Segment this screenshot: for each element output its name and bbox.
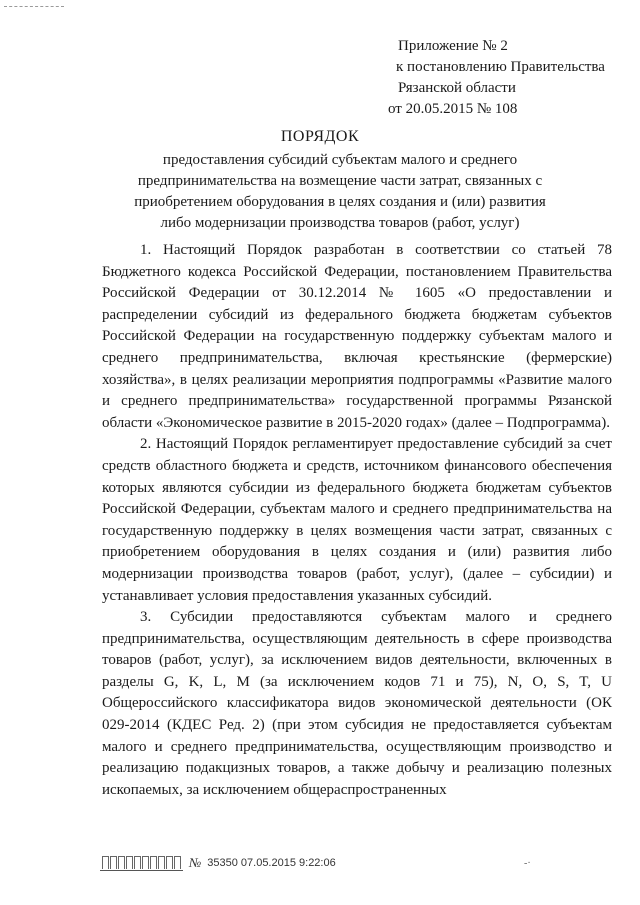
scan-edge-mark: [4, 6, 64, 9]
appendix-region: Рязанской области: [398, 80, 516, 96]
appendix-header: [388, 36, 628, 120]
doc-registration-info: 35350 07.05.2015 9:22:06: [207, 857, 336, 869]
document-subtitle: предоставления субсидий субъектам малого и среднего предпринимательства на возмещение части затрат, связанных с приобретением оборудования в целях создания и (или) развития либо модернизации производства товаров (работ, услуг): [134, 152, 546, 231]
appendix-number: Приложение № 2: [398, 38, 508, 54]
paragraph-1: 1. Настоящий Порядок разработан в соответствии со статьей 78 Бюджетного кодекса Российской Федерации, постановлением Правительства Российской Федерации от 30.12.2014 № 1605 «О предоставлении и распределении субсидий из федерального бюджета бюджетам субъектов Российской Федерации на государственную поддержку субъектам малого и среднего предпринимательства, включая крестьянские (фермерские) хозяйства», в целях реализации мероприятия подпрограммы «Развитие малого и среднего предпринимательства» государственной программы Рязанской области «Экономическое развитие в 2015-2020 годах» (далее – Подпрограмма).: [102, 242, 612, 431]
registration-footer: [100, 852, 336, 874]
government-stamp-icon: [100, 855, 183, 871]
scan-dash-mark: -·: [524, 858, 531, 869]
appendix-decree: к постановлению Правительства: [396, 59, 605, 75]
document-body: [102, 240, 612, 801]
doc-number-mark: №: [189, 855, 202, 870]
paragraph-3: 3. Субсидии предоставляются субъектам малого и среднего предпринимательства, осуществляющим деятельность в сфере производства товаров (работ, услуг), за исключением видов деятельности, включенных в разделы G, K, L, M (за исключением кодов 71 и 75), N, O, S, T, U Общероссийского классификатора видов экономической деятельности (ОК 029-2014 (КДЕС Ред. 2) (при этом субсидия не предоставляется субъектам малого и среднего предпринимательства, осуществляющим производство и реализацию подакцизных товаров, а также добычу и реализацию полезных ископаемых, за исключением общераспространенных: [102, 609, 612, 798]
document-title: ПОРЯДОК: [280, 128, 360, 145]
paragraph-2: 2. Настоящий Порядок регламентирует предоставление субсидий за счет средств областного бюджета и средств, источником финансового обеспечения которых являются субсидии из федерального бюджета бюджетам субъектов Российской Федерации, субъектам малого и среднего предпринимательства на государственную поддержку в целях возмещения части затрат, связанных с приобретением оборудования в целях создания и (или) развития либо модернизации производства товаров (работ, услуг), (далее – субсидии) и устанавливает условия предоставления указанных субсидий.: [102, 436, 612, 604]
appendix-date: от 20.05.2015 № 108: [388, 101, 518, 117]
